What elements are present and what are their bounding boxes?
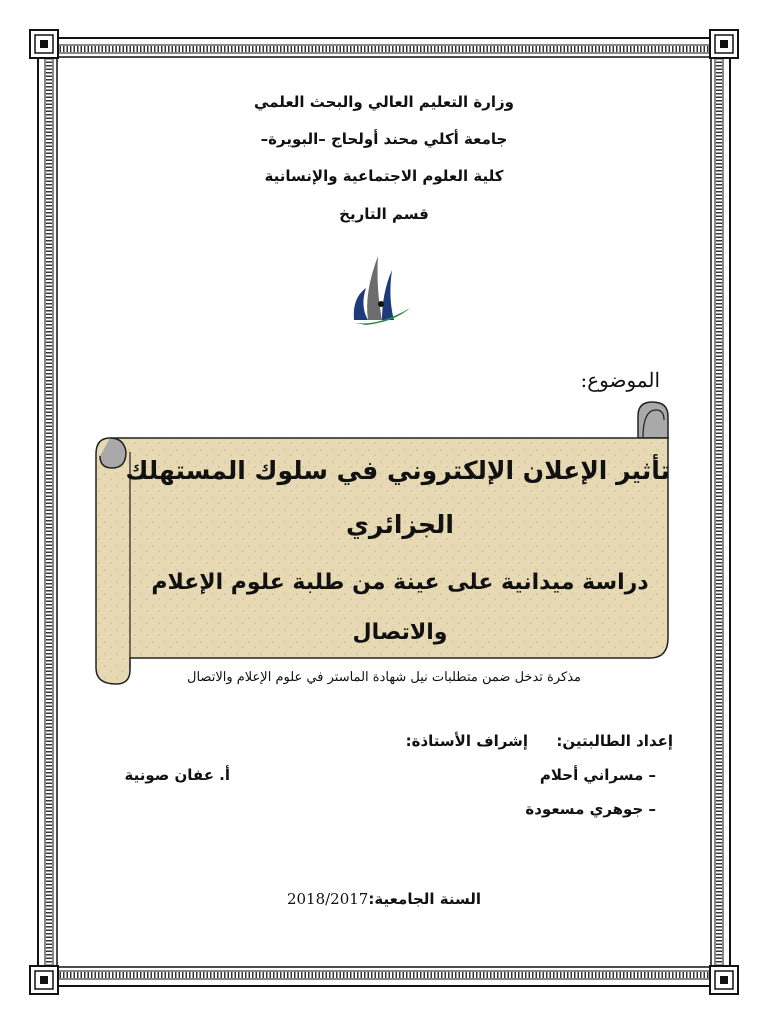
corner-bottom-right — [710, 966, 738, 994]
university-logo-icon — [346, 248, 416, 326]
prepared-by-label: إعداد الطالبتين: — [556, 732, 673, 750]
subtitle-line-2: والاتصال — [352, 620, 448, 645]
memo-note: مذكرة تدخل ضمن متطلبات نيل شهادة الماستر في علوم الإعلام والاتصال — [187, 670, 581, 685]
subject-label: الموضوع: — [580, 368, 660, 392]
student-name-1: – مسراني أحلام — [539, 766, 656, 784]
title-line-2: الجزائري — [346, 510, 454, 539]
department-name: قسم التاريخ — [339, 205, 429, 223]
ministry-name: وزارة التعليم العالي والبحث العلمي — [253, 93, 515, 111]
title-line-1: تأثير الإعلان الإلكتروني في سلوك المستهلك — [125, 456, 670, 485]
corner-top-right — [710, 30, 738, 58]
faculty-name: كلية العلوم الاجتماعية والإنسانية — [264, 167, 504, 185]
supervision-label: إشراف الأستاذة: — [405, 732, 528, 750]
supervisor-name: أ. عفان صونية — [124, 766, 230, 784]
academic-year — [0, 890, 768, 908]
academic-year-value: 2018/2017 — [286, 890, 369, 908]
student-name-2: – جوهري مسعودة — [525, 800, 656, 818]
subtitle-line-1: دراسة ميدانية على عينة من طلبة علوم الإعلام — [151, 570, 649, 595]
academic-year-label: السنة الجامعية: — [368, 890, 482, 908]
corner-top-left — [30, 30, 58, 58]
university-name: جامعة أكلي محند أولحاج –البويرة– — [260, 130, 508, 148]
corner-bottom-left — [30, 966, 58, 994]
